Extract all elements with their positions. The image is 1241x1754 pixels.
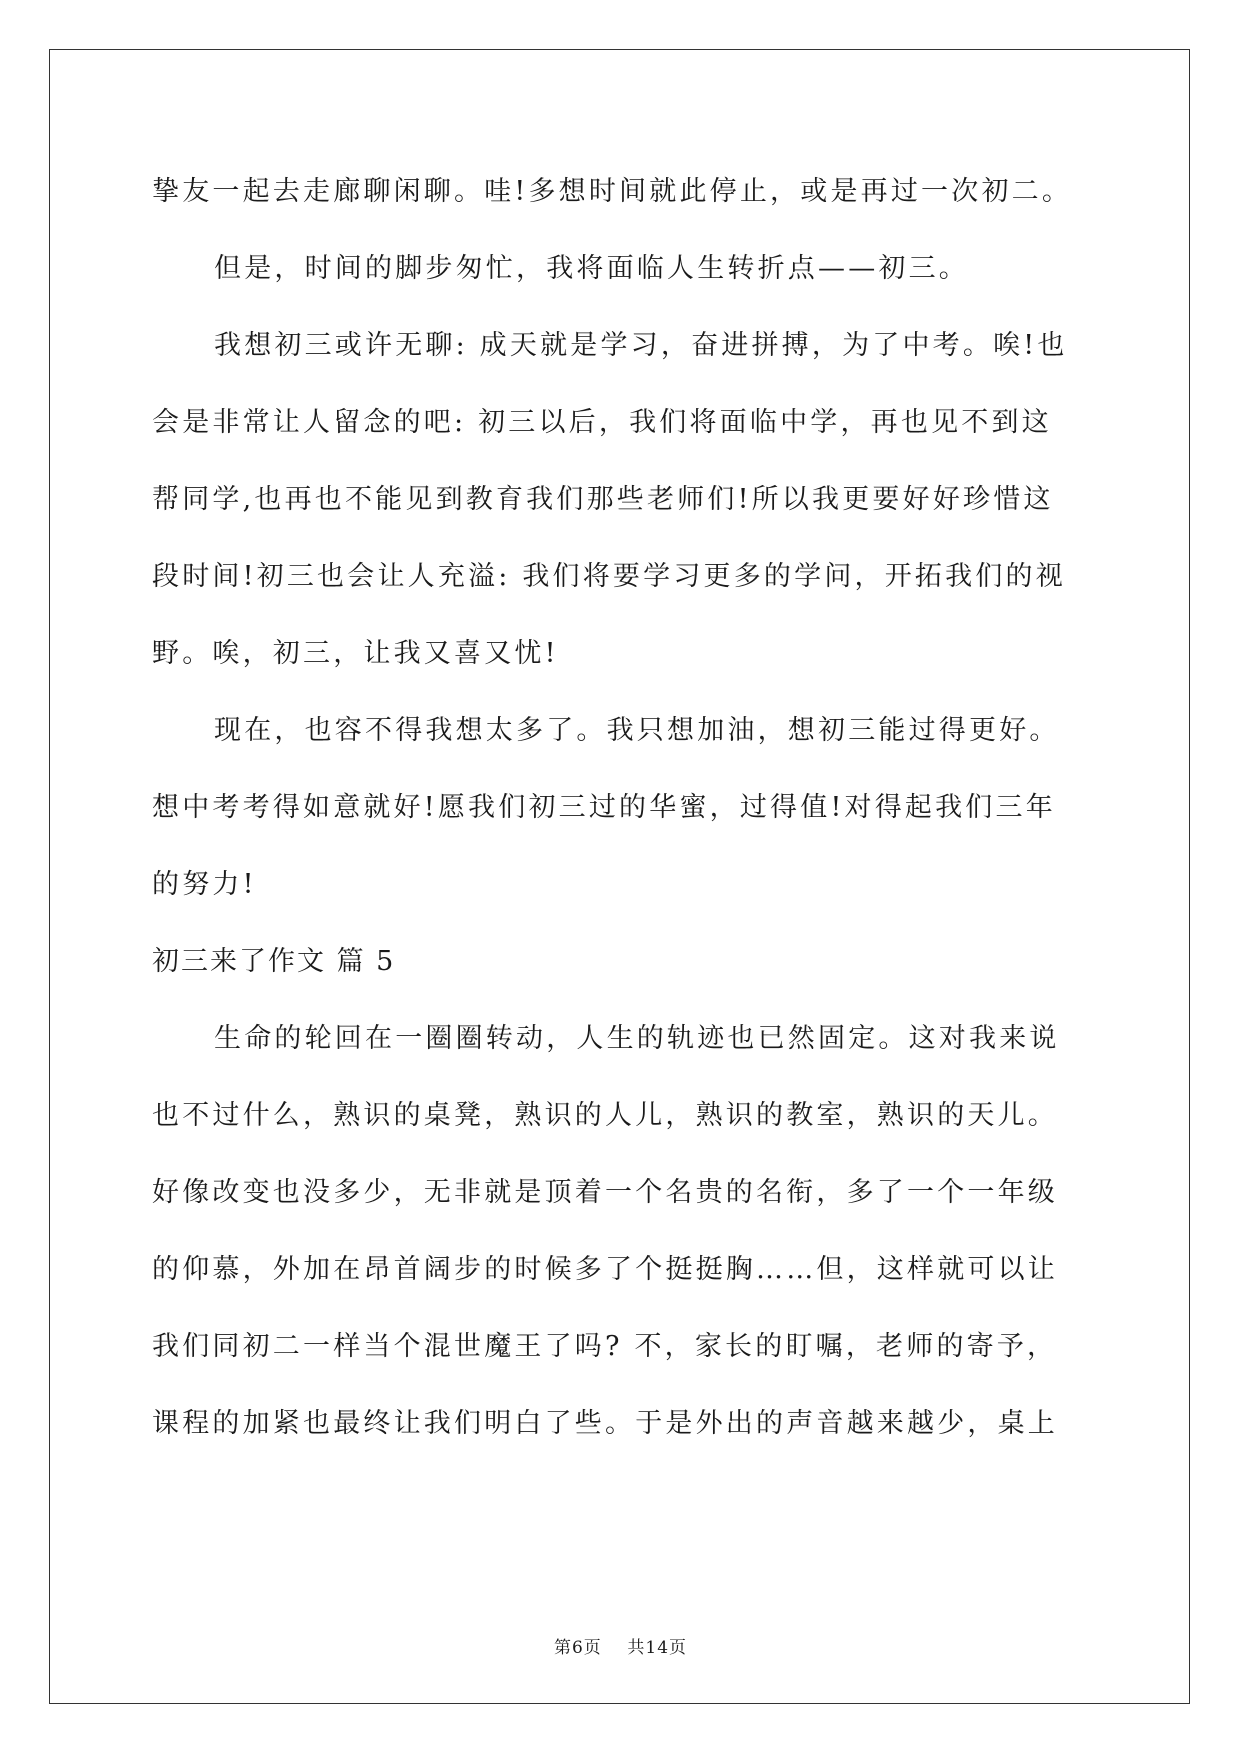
paragraph-first-line: 我想初三或许无聊: 成天就是学习，奋进拼搏，为了中考。唉!也 [214,330,1068,361]
paragraph-first-line: 生命的轮回在一圈圈转动，人生的轨迹也已然固定。这对我来说 [214,1023,1060,1054]
section-heading: 初三来了作文 篇 5 [152,946,396,977]
paragraph-first-line: 但是，时间的脚步匆忙，我将面临人生转折点——初三。 [214,253,969,284]
text-line: 的努力! [152,869,257,900]
page-number-footer: 第6页 共14页 [553,1638,688,1658]
text-line: 也不过什么，熟识的桌凳，熟识的人儿，熟识的教室，熟识的天儿。 [152,1100,1058,1131]
text-line: 的仰慕，外加在昂首阔步的时候多了个挺挺胸……但，这样就可以让 [152,1254,1058,1285]
text-line: 野。唉，初三，让我又喜又忧! [152,638,559,669]
text-line: 我们同初二一样当个混世魔王了吗? 不，家长的盯嘱，老师的寄予， [152,1331,1058,1362]
text-line: 挚友一起去走廊聊闲聊。哇!多想时间就此停止，或是再过一次初二。 [152,176,1073,207]
text-line: 想中考考得如意就好!愿我们初三过的华蜜，过得值!对得起我们三年 [152,792,1056,823]
text-line: 课程的加紧也最终让我们明白了些。于是外出的声音越来越少，桌上 [152,1408,1058,1439]
text-line: 段时间!初三也会让人充溢: 我们将要学习更多的学问，开拓我们的视 [152,561,1066,592]
text-line: 好像改变也没多少，无非就是顶着一个名贵的名衔，多了一个一年级 [152,1177,1058,1208]
paragraph-first-line: 现在，也容不得我想太多了。我只想加油，想初三能过得更好。 [214,715,1060,746]
text-line: 帮同学,也再也不能见到教育我们那些老师们!所以我更要好好珍惜这 [152,484,1054,515]
text-line: 会是非常让人留念的吧: 初三以后，我们将面临中学，再也见不到这 [152,407,1052,438]
